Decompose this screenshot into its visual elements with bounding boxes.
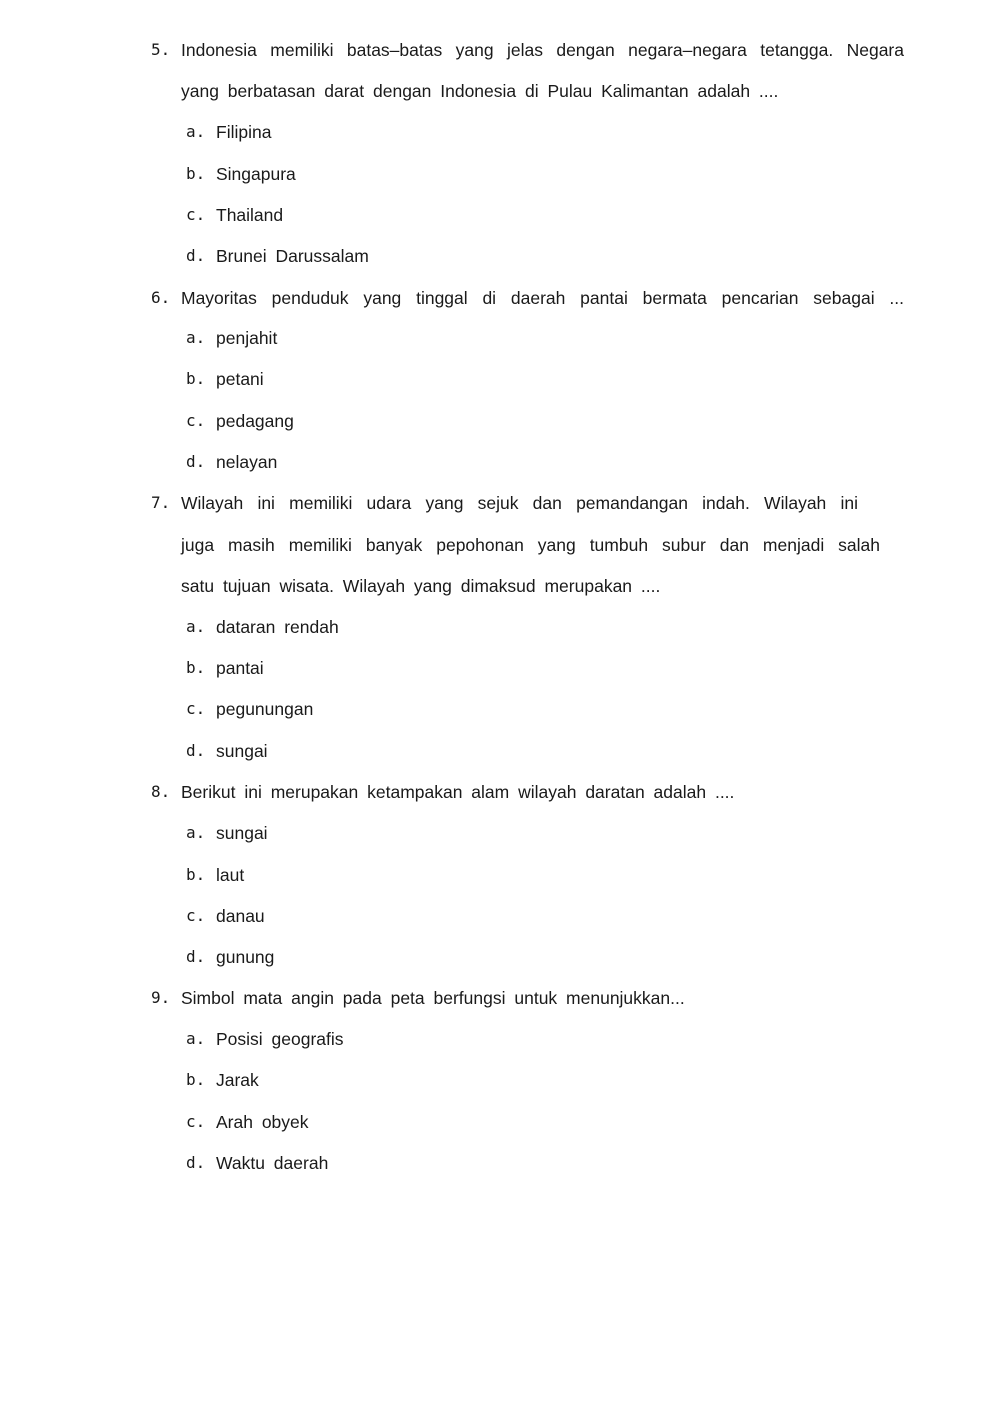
option-letter: b.	[186, 369, 206, 388]
question-number: 9.	[151, 988, 171, 1007]
option-text: Thailand	[216, 205, 284, 225]
option-text: petani	[216, 369, 264, 389]
question-number: 8.	[151, 782, 171, 801]
question-number: 5.	[151, 40, 171, 59]
option-text: Jarak	[216, 1070, 259, 1090]
option-text: dataran rendah	[216, 617, 339, 637]
option-text: pantai	[216, 658, 264, 678]
option-text: Brunei Darussalam	[216, 246, 369, 266]
option-text: laut	[216, 865, 245, 885]
question-number: 6.	[151, 288, 171, 307]
option-text: Singapura	[216, 164, 296, 184]
option-letter: b.	[186, 865, 206, 884]
question-text-line: Mayoritas penduduk yang tinggal di daerah pantai bermata pencarian sebagai ...	[181, 288, 904, 308]
option-text: danau	[216, 906, 265, 926]
option-letter: d.	[186, 246, 206, 265]
option-text: penjahit	[216, 328, 278, 348]
question-text-line: Berikut ini merupakan ketampakan alam wilayah daratan adalah ....	[181, 782, 735, 802]
question-text-line: Simbol mata angin pada peta berfungsi untuk menunjukkan...	[181, 988, 685, 1008]
question-text-line: satu tujuan wisata. Wilayah yang dimaksud merupakan ....	[181, 576, 661, 596]
question-number: 7.	[151, 493, 171, 512]
option-letter: b.	[186, 658, 206, 677]
option-text: sungai	[216, 823, 268, 843]
option-letter: a.	[186, 823, 206, 842]
option-letter: c.	[186, 411, 206, 430]
option-letter: c.	[186, 699, 206, 718]
question-text-line: Indonesia memiliki batas–batas yang jelas dengan negara–negara tetangga. Negara	[181, 40, 904, 60]
option-letter: b.	[186, 1070, 206, 1089]
option-text: sungai	[216, 741, 268, 761]
option-text: gunung	[216, 947, 275, 967]
option-text: Filipina	[216, 122, 272, 142]
option-letter: a.	[186, 1029, 206, 1048]
option-letter: a.	[186, 617, 206, 636]
option-text: Posisi geografis	[216, 1029, 344, 1049]
option-letter: a.	[186, 328, 206, 347]
option-letter: c.	[186, 205, 206, 224]
option-text: nelayan	[216, 452, 278, 472]
option-letter: d.	[186, 452, 206, 471]
option-letter: a.	[186, 122, 206, 141]
question-text-line: Wilayah ini memiliki udara yang sejuk dan pemandangan indah. Wilayah ini	[181, 493, 858, 513]
option-text: Waktu daerah	[216, 1153, 329, 1173]
option-letter: c.	[186, 1112, 206, 1131]
option-letter: d.	[186, 741, 206, 760]
option-letter: b.	[186, 164, 206, 183]
option-text: pegunungan	[216, 699, 314, 719]
option-letter: d.	[186, 947, 206, 966]
question-text-line: juga masih memiliki banyak pepohonan yang tumbuh subur dan menjadi salah	[181, 535, 880, 555]
option-text: pedagang	[216, 411, 294, 431]
option-letter: d.	[186, 1153, 206, 1172]
question-text-line: yang berbatasan darat dengan Indonesia di Pulau Kalimantan adalah ....	[181, 81, 779, 101]
option-letter: c.	[186, 906, 206, 925]
option-text: Arah obyek	[216, 1112, 309, 1132]
